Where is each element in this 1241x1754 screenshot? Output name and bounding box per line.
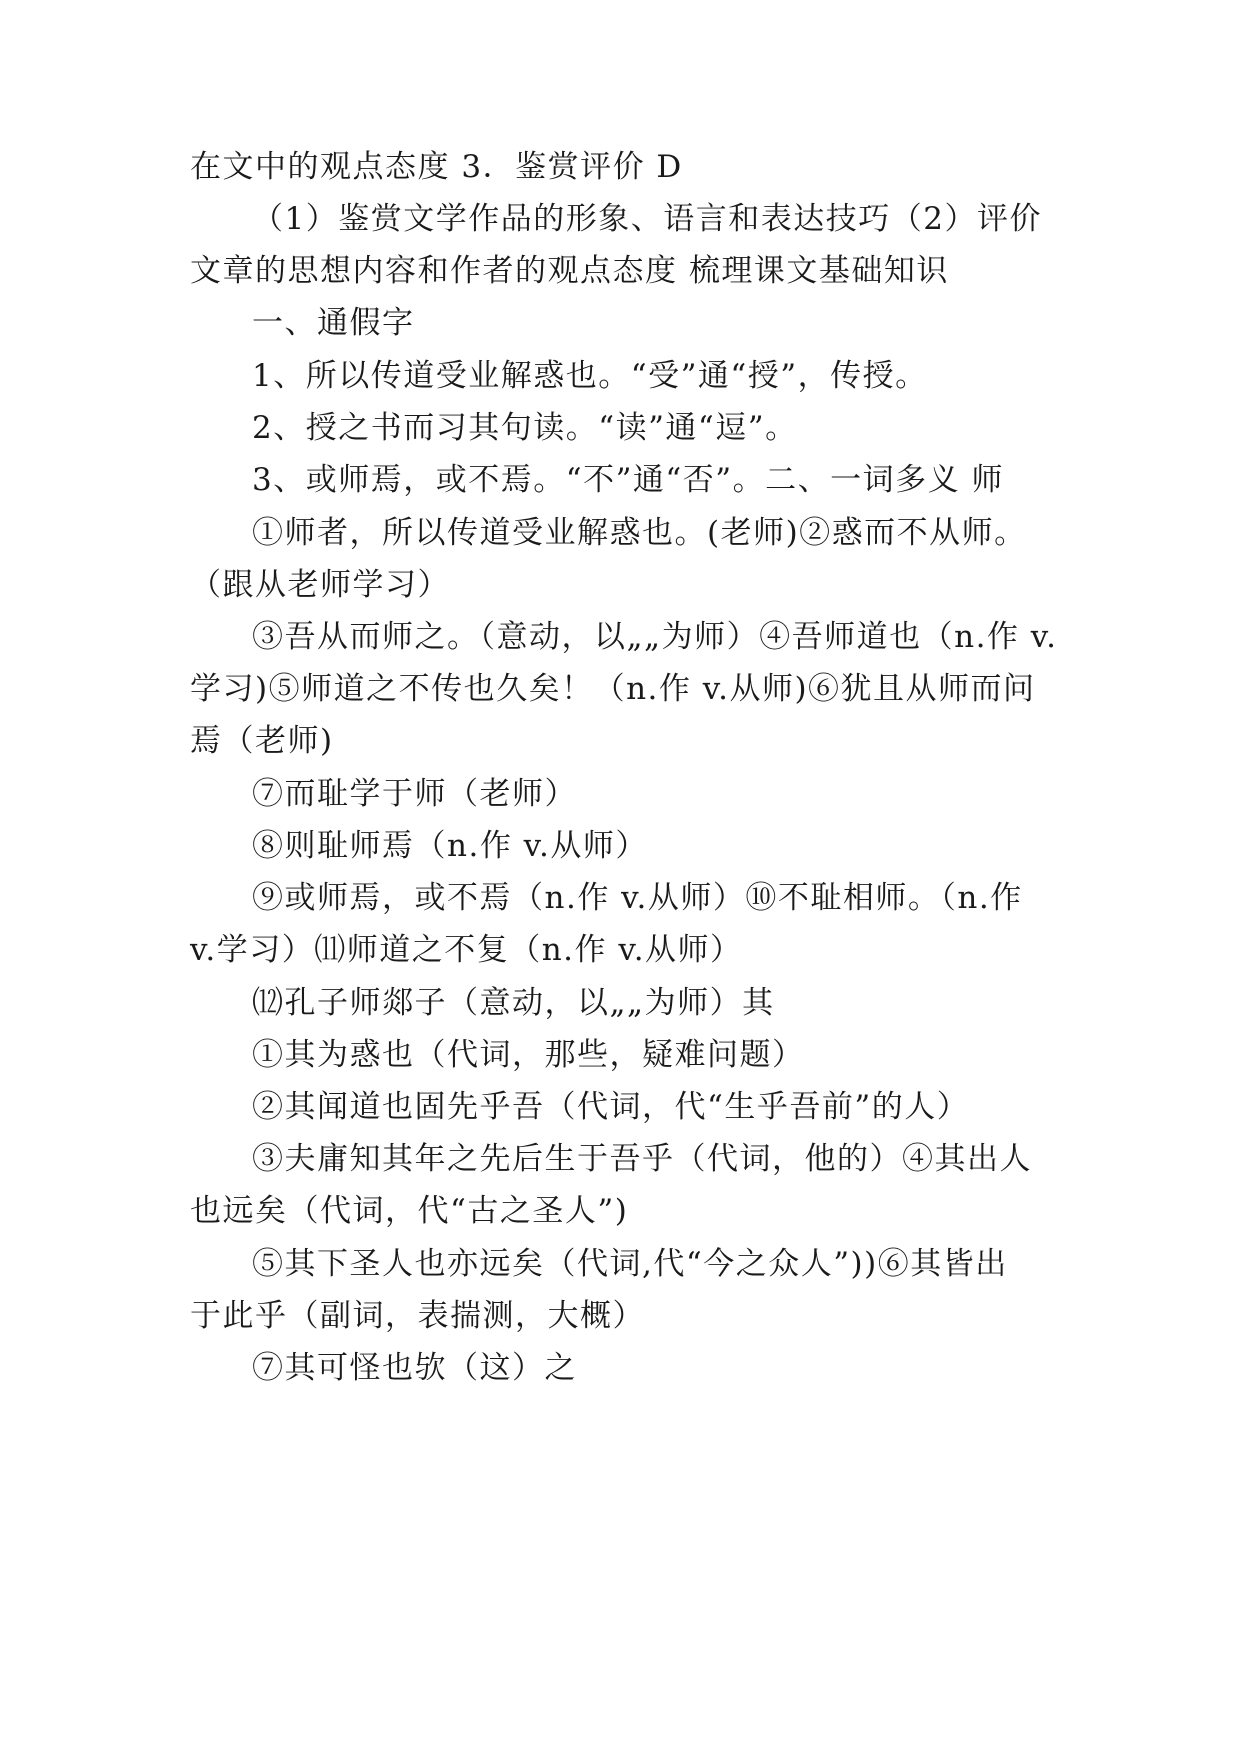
section-heading: 一、通假字 (252, 305, 415, 341)
text-line: ①其为惑也（代词，那些，疑难问题） (252, 1037, 805, 1073)
text-line: ①师者，所以传道受业解惑也。(老师)②惑而不从师。 (252, 515, 1027, 551)
text-line: v.学习）⑾师道之不复（n.作 v.从师） (190, 932, 743, 968)
text-line: 于此乎（副词，表揣测，大概） (190, 1298, 645, 1334)
text-line: ⑿孔子师郯子（意动，以„„为师）其 (252, 985, 775, 1021)
text-line: ②其闻道也固先乎吾（代词，代“生乎吾前”的人） (252, 1089, 970, 1125)
text-line: 也远矣（代词，代“古之圣人”) (190, 1193, 629, 1229)
text-line: 在文中的观点态度 3．鉴赏评价 D (190, 149, 683, 185)
text-line: 焉（老师) (190, 723, 334, 759)
text-line: 文章的思想内容和作者的观点态度 梳理课文基础知识 (190, 253, 949, 289)
text-line: 学习)⑤师道之不传也久矣！（n.作 v.从师)⑥犹且从师而问 (190, 671, 1036, 707)
text-line: 2、授之书而习其句读。“读”通“逗”。 (252, 410, 798, 446)
text-line: （1）鉴赏文学作品的形象、语言和表达技巧（2）评价 (252, 201, 1042, 237)
text-line: 3、或师焉，或不焉。“不”通“否”。二、一词多义 师 (252, 462, 1004, 498)
text-line: ③夫庸知其年之先后生于吾乎（代词，他的）④其出人 (252, 1141, 1032, 1177)
text-line: 1、所以传道受业解惑也。“受”通“授”，传授。 (252, 358, 928, 394)
text-line: ⑦而耻学于师（老师） (252, 776, 577, 812)
text-line: ⑦其可怪也欤（这）之 (252, 1350, 577, 1386)
text-line: ③吾从而师之。（意动，以„„为师）④吾师道也（n.作 v. (252, 619, 1058, 655)
text-line: ⑧则耻师焉（n.作 v.从师） (252, 828, 648, 864)
text-line: （跟从老师学习） (190, 567, 450, 603)
text-line: ⑤其下圣人也亦远矣（代词,代“今之众人”))⑥其皆出 (252, 1246, 1008, 1282)
text-line: ⑨或师焉，或不焉（n.作 v.从师）⑩不耻相师。（n.作 (252, 880, 1023, 916)
